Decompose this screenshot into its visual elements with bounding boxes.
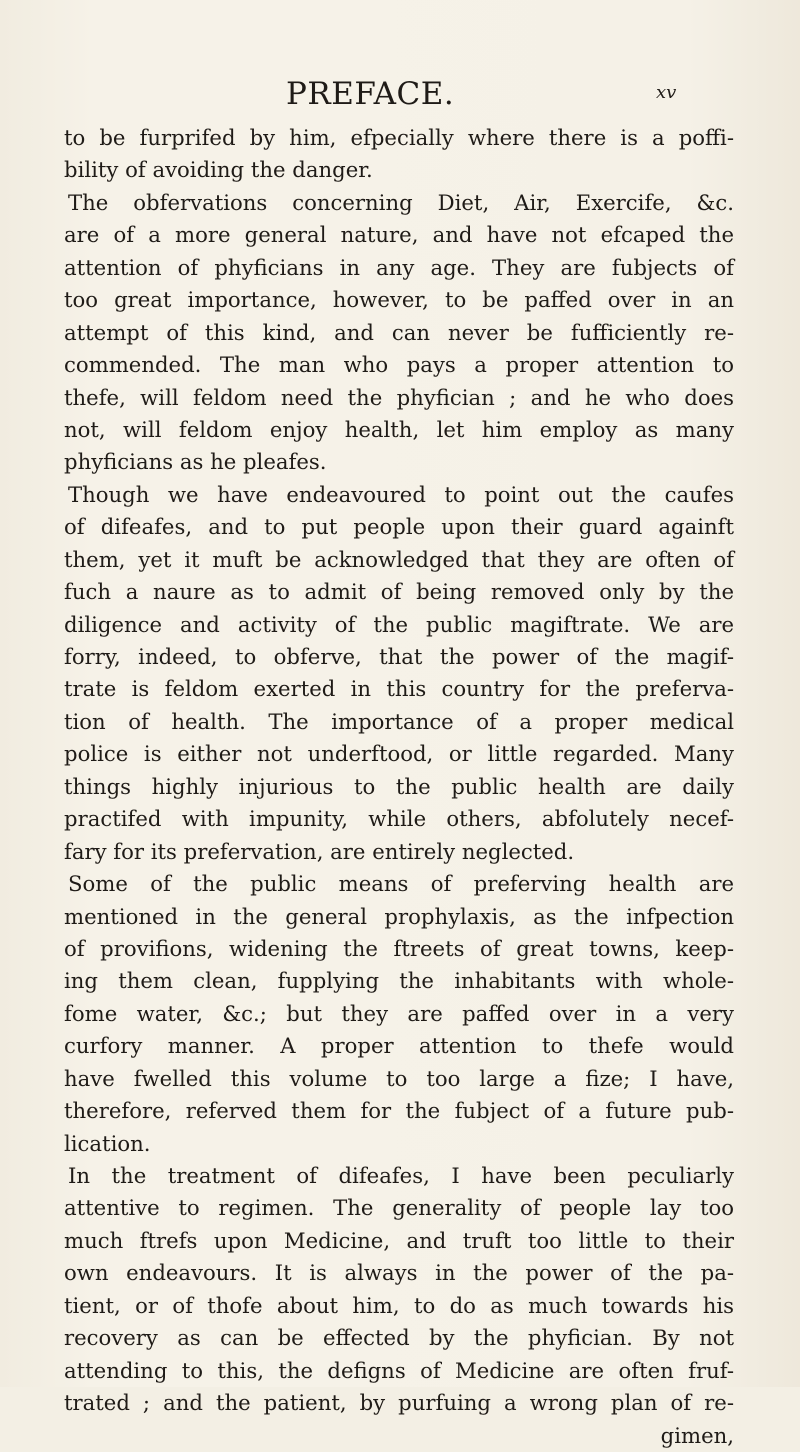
text-line: not, will feldom enjoy health, let him employ as many xyxy=(64,416,734,442)
text-line: have fwelled this volume to too large a fize; I have, xyxy=(64,1065,734,1091)
text-line: trate is feldom exerted in this country for the preferva- xyxy=(64,676,734,702)
page-number: xv xyxy=(656,82,677,103)
text-line: police is either not underftood, or little regarded. Many xyxy=(64,741,734,767)
text-line: fome water, &c.; but they are paffed over in a very xyxy=(64,1000,734,1026)
text-line: forry, indeed, to obferve, that the power of the magif- xyxy=(64,644,734,669)
text-line: therefore, referved them for the fubject of a future pub- xyxy=(64,1098,734,1124)
text-line: commended. The man who pays a proper attention to xyxy=(64,352,734,378)
page-header xyxy=(0,76,800,116)
text-line: own endeavours. It is always in the power of the pa- xyxy=(64,1260,734,1286)
text-line: attempt of this kind, and can never be fufficiently re- xyxy=(64,319,734,345)
text-line: things highly injurious to the public health are daily xyxy=(64,773,734,799)
text-line: ing them clean, fupplying the inhabitants with whole- xyxy=(64,968,734,994)
text-line: too great importance, however, to be paffed over in an xyxy=(64,287,734,313)
text-line: lication. xyxy=(64,1130,151,1156)
text-line: Though we have endeavoured to point out the caufes xyxy=(68,481,734,507)
text-line: attentive to regimen. The generality of people lay too xyxy=(64,1195,734,1221)
text-line: mentioned in the general prophylaxis, as the infpection xyxy=(64,903,734,929)
text-line: curfory manner. A proper attention to thefe would xyxy=(64,1033,734,1059)
text-line: fary for its prefervation, are entirely neglected. xyxy=(64,838,575,864)
text-line: In the treatment of difeafes, I have been peculiarly xyxy=(68,1163,734,1188)
text-line: of difeafes, and to put people upon their guard againft xyxy=(64,514,734,540)
text-line: Some of the public means of preferving health are xyxy=(68,871,734,897)
text-line: fuch a naure as to admit of being removed only by the xyxy=(64,579,734,605)
text-line: much ftrefs upon Medicine, and truft too little to their xyxy=(64,1227,734,1253)
text-line: tion of health. The importance of a proper medical xyxy=(64,708,734,734)
text-line: diligence and activity of the public magiftrate. We are xyxy=(64,611,734,637)
text-line: thefe, will feldom need the phyfician ; and he who does xyxy=(64,384,734,410)
text-line: trated ; and the patient, by purfuing a wrong plan of re- xyxy=(64,1390,734,1416)
text-line: bility of avoiding the danger. xyxy=(64,157,373,183)
text-line: of provifions, widening the ftreets of great towns, keep- xyxy=(64,935,734,961)
text-line: practifed with impunity, while others, abfolutely necef- xyxy=(64,806,734,832)
text-line: tient, or of thofe about him, to do as much towards his xyxy=(64,1292,734,1318)
body-text xyxy=(64,122,734,1452)
catchword: gimen, xyxy=(660,1422,734,1448)
running-head: PREFACE. xyxy=(286,76,455,112)
text-line: are of a more general nature, and have not efcaped the xyxy=(64,222,734,248)
text-line: attention of phyficians in any age. They are fubjects of xyxy=(64,254,734,280)
text-line: phyficians as he pleafes. xyxy=(64,449,327,475)
text-line: The obfervations concerning Diet, Air, Exercife, &c. xyxy=(68,189,734,215)
text-line: attending to this, the defigns of Medicine are often fruf- xyxy=(64,1357,734,1383)
text-line: recovery as can be effected by the phyfician. By not xyxy=(64,1325,734,1351)
text-line: to be furprifed by him, efpecially where there is a poffi- xyxy=(64,125,734,150)
text-line: them, yet it muft be acknowledged that they are often of xyxy=(64,546,734,572)
